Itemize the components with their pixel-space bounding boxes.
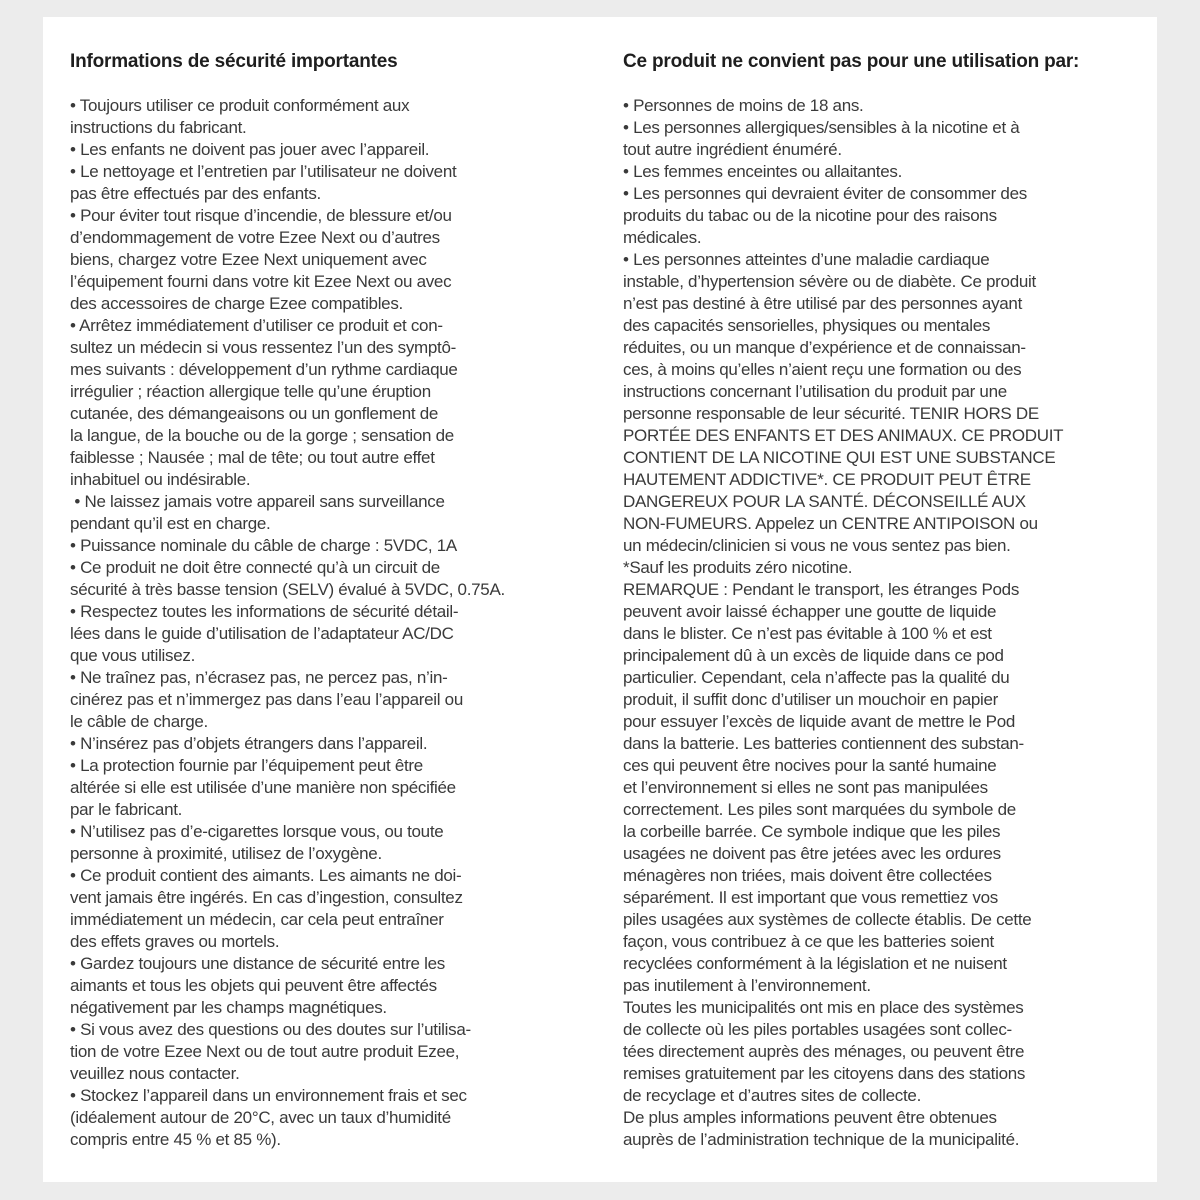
text-line: la corbeille barrée. Ce symbole indique que les piles bbox=[623, 822, 1001, 841]
text-line: que vous utilisez. bbox=[70, 646, 196, 665]
text-line: sultez un médecin si vous ressentez l’un des symptô- bbox=[70, 338, 456, 357]
text-line: façon, vous contribuez à ce que les batteries soient bbox=[623, 932, 994, 951]
safety-information-heading: Informations de sécurité importantes bbox=[70, 51, 398, 72]
text-line: De plus amples informations peuvent être obtenues bbox=[623, 1108, 997, 1127]
text-line: la langue, de la bouche ou de la gorge ; sensation de bbox=[70, 426, 454, 445]
text-line: • Personnes de moins de 18 ans. bbox=[623, 96, 864, 115]
text-line: • Pour éviter tout risque d’incendie, de blessure et/ou bbox=[70, 206, 452, 225]
text-line: médicales. bbox=[623, 228, 702, 247]
text-line: principalement dû à un excès de liquide dans ce pod bbox=[623, 646, 1004, 665]
unsuitable-users-body bbox=[623, 95, 1133, 1151]
text-line: le câble de charge. bbox=[70, 712, 208, 731]
text-line: séparément. Il est important que vous remettiez vos bbox=[623, 888, 998, 907]
text-line: aimants et tous les objets qui peuvent être affectés bbox=[70, 976, 437, 995]
unsuitable-users-column bbox=[623, 50, 1133, 1182]
text-line: auprès de l’administration technique de la municipalité. bbox=[623, 1130, 1020, 1149]
safety-information-column bbox=[70, 50, 623, 1182]
text-line: des effets graves ou mortels. bbox=[70, 932, 280, 951]
text-line: veuillez nous contacter. bbox=[70, 1064, 240, 1083]
text-line: lées dans le guide d’utilisation de l’adaptateur AC/DC bbox=[70, 624, 454, 643]
text-line: pas être effectués par des enfants. bbox=[70, 184, 321, 203]
text-line: • Les femmes enceintes ou allaitantes. bbox=[623, 162, 902, 181]
unsuitable-users-heading: Ce produit ne convient pas pour une utilisation par: bbox=[623, 51, 1080, 72]
text-line: mes suivants : développement d’un rythme cardiaque bbox=[70, 360, 458, 379]
text-line: • Gardez toujours une distance de sécurité entre les bbox=[70, 954, 445, 973]
text-line: • Les personnes qui devraient éviter de consommer des bbox=[623, 184, 1027, 203]
text-line: usagées ne doivent pas être jetées avec les ordures bbox=[623, 844, 1001, 863]
text-line: remises gratuitement par les citoyens dans des stations bbox=[623, 1064, 1026, 1083]
text-line: dans la batterie. Les batteries contiennent des substan- bbox=[623, 734, 1024, 753]
text-line: • Ne traînez pas, n’écrasez pas, ne percez pas, n’in- bbox=[70, 668, 448, 687]
text-line: vent jamais être ingérés. En cas d’ingestion, consultez bbox=[70, 888, 463, 907]
text-line: sécurité à très basse tension (SELV) évalué à 5VDC, 0.75A. bbox=[70, 580, 505, 599]
text-line: d’endommagement de votre Ezee Next ou d’autres bbox=[70, 228, 440, 247]
text-line: • N’insérez pas d’objets étrangers dans l’appareil. bbox=[70, 734, 428, 753]
text-line: l’équipement fourni dans votre kit Ezee Next ou avec bbox=[70, 272, 452, 291]
text-line: faiblesse ; Nausée ; mal de tête; ou tout autre effet bbox=[70, 448, 435, 467]
text-line: CONTIENT DE LA NICOTINE QUI EST UNE SUBSTANCE bbox=[623, 448, 1056, 467]
leaflet-page bbox=[43, 17, 1157, 1182]
text-line: par le fabricant. bbox=[70, 800, 183, 819]
text-line: correctement. Les piles sont marquées du symbole de bbox=[623, 800, 1016, 819]
text-line: biens, chargez votre Ezee Next uniquement avec bbox=[70, 250, 427, 269]
text-line: produits du tabac ou de la nicotine pour des raisons bbox=[623, 206, 997, 225]
text-line: recyclées conformément à la législation et ne nuisent bbox=[623, 954, 1007, 973]
text-line: de recyclage et d’autres sites de collecte. bbox=[623, 1086, 921, 1105]
text-line: • La protection fournie par l’équipement peut être bbox=[70, 756, 423, 775]
safety-information-body bbox=[70, 95, 623, 1151]
text-line: piles usagées aux systèmes de collecte établis. De cette bbox=[623, 910, 1032, 929]
text-line: • Toujours utiliser ce produit conformément aux bbox=[70, 96, 410, 115]
text-line: des capacités sensorielles, physiques ou mentales bbox=[623, 316, 991, 335]
text-line: altérée si elle est utilisée d’une manière non spécifiée bbox=[70, 778, 456, 797]
text-line: inhabituel ou indésirable. bbox=[70, 470, 251, 489]
text-line: • Stockez l’appareil dans un environnement frais et sec bbox=[70, 1086, 467, 1105]
text-line: HAUTEMENT ADDICTIVE*. CE PRODUIT PEUT ÊTRE bbox=[623, 470, 1031, 489]
text-line: • N’utilisez pas d’e-cigarettes lorsque vous, ou toute bbox=[70, 822, 444, 841]
text-line: produit, il suffit donc d’utiliser un mouchoir en papier bbox=[623, 690, 999, 709]
text-line: dans le blister. Ce n’est pas évitable à 100 % et est bbox=[623, 624, 992, 643]
text-line: • Ce produit ne doit être connecté qu’à un circuit de bbox=[70, 558, 440, 577]
text-line: • Les personnes allergiques/sensibles à la nicotine et à bbox=[623, 118, 1020, 137]
text-line: et l’environnement si elles ne sont pas manipulées bbox=[623, 778, 988, 797]
text-line: particulier. Cependant, cela n’affecte pas la qualité du bbox=[623, 668, 1010, 687]
text-line: *Sauf les produits zéro nicotine. bbox=[623, 558, 853, 577]
text-line: (idéalement autour de 20°C, avec un taux d’humidité bbox=[70, 1108, 451, 1127]
text-line: tées directement auprès des ménages, ou peuvent être bbox=[623, 1042, 1025, 1061]
text-line: instructions du fabricant. bbox=[70, 118, 247, 137]
text-line: des accessoires de charge Ezee compatibles. bbox=[70, 294, 403, 313]
text-line: compris entre 45 % et 85 %). bbox=[70, 1130, 281, 1149]
text-line: négativement par les champs magnétiques. bbox=[70, 998, 387, 1017]
text-line: • Arrêtez immédiatement d’utiliser ce produit et con- bbox=[70, 316, 443, 335]
text-line: ces, à moins qu’elles n’aient reçu une formation ou des bbox=[623, 360, 1022, 379]
text-line: cutanée, des démangeaisons ou un gonflement de bbox=[70, 404, 439, 423]
text-line: pour essuyer l’excès de liquide avant de mettre le Pod bbox=[623, 712, 1016, 731]
text-line: • Ce produit contient des aimants. Les aimants ne doi- bbox=[70, 866, 462, 885]
text-line: peuvent avoir laissé échapper une goutte de liquide bbox=[623, 602, 997, 621]
text-line: ménagères non triées, mais doivent être collectées bbox=[623, 866, 992, 885]
text-line: un médecin/clinicien si vous ne vous sentez pas bien. bbox=[623, 536, 1011, 555]
text-line: • Respectez toutes les informations de sécurité détail- bbox=[70, 602, 459, 621]
text-line: • Ne laissez jamais votre appareil sans surveillance bbox=[70, 492, 445, 511]
text-line: irrégulier ; réaction allergique telle qu’une éruption bbox=[70, 382, 431, 401]
text-line: tion de votre Ezee Next ou de tout autre produit Ezee, bbox=[70, 1042, 460, 1061]
text-line: DANGEREUX POUR LA SANTÉ. DÉCONSEILLÉ AUX bbox=[623, 492, 1026, 511]
text-line: • Puissance nominale du câble de charge : 5VDC, 1A bbox=[70, 536, 457, 555]
text-line: personne à proximité, utilisez de l’oxygène. bbox=[70, 844, 382, 863]
text-line: REMARQUE : Pendant le transport, les étranges Pods bbox=[623, 580, 1020, 599]
text-line: • Si vous avez des questions ou des doutes sur l’utilisa- bbox=[70, 1020, 471, 1039]
text-line: immédiatement un médecin, car cela peut entraîner bbox=[70, 910, 444, 929]
text-line: ces qui peuvent être nocives pour la santé humaine bbox=[623, 756, 997, 775]
text-line: cinérez pas et n’immergez pas dans l’eau l’appareil ou bbox=[70, 690, 463, 709]
text-line: Toutes les municipalités ont mis en place des systèmes bbox=[623, 998, 1024, 1017]
text-line: • Les enfants ne doivent pas jouer avec l’appareil. bbox=[70, 140, 430, 159]
text-line: PORTÉE DES ENFANTS ET DES ANIMAUX. CE PRODUIT bbox=[623, 426, 1064, 445]
text-line: n’est pas destiné à être utilisé par des personnes ayant bbox=[623, 294, 1023, 313]
text-line: de collecte où les piles portables usagées sont collec- bbox=[623, 1020, 1012, 1039]
text-line: instable, d’hypertension sévère ou de diabète. Ce produit bbox=[623, 272, 1036, 291]
text-line: personne responsable de leur sécurité. TENIR HORS DE bbox=[623, 404, 1039, 423]
text-line: • Le nettoyage et l’entretien par l’utilisateur ne doivent bbox=[70, 162, 457, 181]
text-line: réduites, ou un manque d’expérience et de connaissan- bbox=[623, 338, 1026, 357]
text-line: NON-FUMEURS. Appelez un CENTRE ANTIPOISON ou bbox=[623, 514, 1038, 533]
text-line: tout autre ingrédient énuméré. bbox=[623, 140, 842, 159]
text-line: pas inutilement à l’environnement. bbox=[623, 976, 871, 995]
text-line: pendant qu’il est en charge. bbox=[70, 514, 271, 533]
text-line: instructions concernant l’utilisation du produit par une bbox=[623, 382, 1007, 401]
text-line: • Les personnes atteintes d’une maladie cardiaque bbox=[623, 250, 990, 269]
